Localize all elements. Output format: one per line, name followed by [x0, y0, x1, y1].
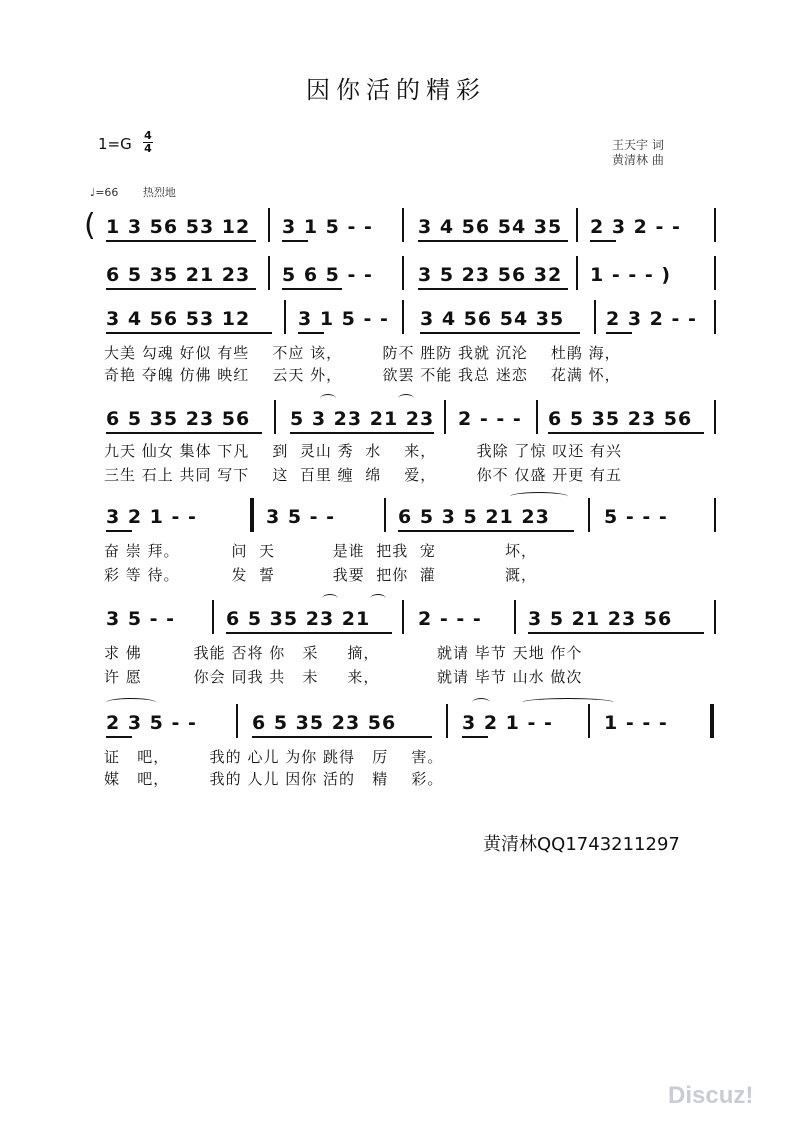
score-row-chorus-1	[84, 498, 724, 540]
lyric-line: 求 佛 我能 否将 你 采 摘， 就请 毕节 天地 作个	[104, 644, 583, 662]
beam	[590, 240, 616, 242]
measure: 3 4 56 54 35	[420, 308, 565, 330]
lyric-line: 三生 石上 共同 写下 这 百里 缠 绵 爱， 你不 仅盛 开更 有五	[104, 466, 622, 484]
barline	[402, 300, 404, 334]
end-repeat-barline	[710, 704, 714, 738]
beam	[106, 736, 132, 738]
lyric-line: 大美 勾魂 好似 有些 不应 该， 防不 胜防 我就 沉沦 杜鹃 海，	[104, 344, 621, 362]
beam	[106, 288, 256, 290]
measure: 3 5 - -	[266, 506, 336, 528]
barline	[268, 208, 270, 242]
barline	[384, 498, 386, 532]
tie-mark	[398, 394, 414, 403]
measure: 6 5 35 23 21	[226, 608, 371, 630]
score-row-chorus-2	[84, 600, 724, 642]
measure: 2 3 2 - -	[606, 308, 697, 330]
time-signature	[140, 130, 156, 155]
score-row-verse-2	[84, 400, 724, 442]
beam	[548, 432, 704, 434]
barline	[268, 256, 270, 290]
measure: 2 - - -	[418, 608, 482, 630]
measure: 6 5 35 23 56	[548, 408, 693, 430]
measure: 5 6 5 - -	[282, 264, 373, 286]
measure: 3 1 5 - -	[298, 308, 389, 330]
measure: 2 3 2 - -	[590, 216, 681, 238]
barline	[714, 498, 716, 532]
song-title: 因你活的精彩	[306, 76, 486, 104]
beam	[252, 736, 432, 738]
measure: 3 5 23 56 32	[418, 264, 563, 286]
measure: 3 1 5 - -	[282, 216, 373, 238]
beam	[282, 288, 342, 290]
measure: 1 - - -	[604, 712, 668, 734]
barline	[714, 256, 716, 290]
measure: 6 5 35 23 56	[106, 408, 251, 430]
score-row-intro-2	[84, 256, 724, 298]
measure: 3 4 56 54 35	[418, 216, 563, 238]
barline	[576, 256, 578, 290]
tie-mark	[510, 492, 568, 501]
barline	[714, 600, 716, 634]
discuz-watermark: Discuz!	[668, 1082, 754, 1109]
measure: 3 2 1 - -	[462, 712, 553, 734]
beam	[106, 530, 132, 532]
lyricist-credit: 王天宇 词	[612, 138, 664, 152]
tie-mark	[106, 698, 156, 707]
barline	[402, 208, 404, 242]
barline	[284, 300, 286, 334]
measure: 5 - - -	[604, 506, 668, 528]
beam	[462, 736, 488, 738]
tempo-line	[90, 184, 176, 200]
beam	[418, 288, 568, 290]
repeat-barline	[250, 498, 254, 532]
beam	[298, 332, 324, 334]
beam	[420, 332, 580, 334]
lyric-line: 彩 等 待。 发 誓 我要 把你 灌 溉，	[104, 566, 537, 584]
beam	[290, 432, 434, 434]
barline	[594, 300, 596, 334]
measure: 3 2 1 - -	[106, 506, 197, 528]
arranger-signature: 黄清林QQ1743211297	[483, 834, 680, 855]
beam	[106, 432, 262, 434]
barline	[212, 600, 214, 634]
credits	[612, 138, 664, 168]
beam	[226, 632, 392, 634]
barline	[402, 256, 404, 290]
measure: 1 - - - )	[590, 264, 672, 286]
beam	[106, 332, 272, 334]
lyric-line: 媒 吧， 我的 人儿 因你 活的 精 彩。	[104, 770, 444, 788]
barline	[444, 400, 446, 434]
barline	[714, 208, 716, 242]
barline	[274, 400, 276, 434]
barline	[714, 300, 716, 334]
score-row-ending	[84, 704, 724, 746]
time-bottom: 4	[144, 142, 152, 155]
measure: 2 3 5 - -	[106, 712, 197, 734]
lyric-line: 许 愿 你会 同我 共 未 来， 就请 毕节 山水 做次	[104, 668, 583, 686]
tie-mark	[320, 394, 336, 403]
lyric-line: 奇艳 夺魄 仿佛 映红 云天 外， 欲罢 不能 我总 迷恋 花满 怀，	[104, 366, 621, 384]
barline	[514, 600, 516, 634]
tie-mark	[322, 594, 338, 603]
tie-mark	[370, 594, 386, 603]
beam	[528, 632, 704, 634]
measure: 3 4 56 53 12	[106, 308, 251, 330]
barline	[446, 704, 448, 738]
barline	[402, 600, 404, 634]
tie-mark	[472, 698, 490, 707]
barline	[236, 704, 238, 738]
lyric-line: 奋 崇 拜。 问 天 是谁 把我 宠 坏，	[104, 542, 537, 560]
tempo-mark: ♩=66	[90, 186, 119, 199]
lyric-line: 九天 仙女 集体 下凡 到 灵山 秀 水 来， 我除 了惊 叹还 有兴	[104, 442, 622, 460]
score-row-intro-1	[84, 208, 724, 250]
barline	[714, 400, 716, 434]
score-row-verse-1	[84, 300, 724, 342]
beam	[106, 240, 256, 242]
measure: 2 - - -	[458, 408, 522, 430]
measure: 3 5 - -	[106, 608, 176, 630]
beam	[282, 240, 308, 242]
key-signature: 1=G	[98, 135, 132, 153]
lyric-line: 证 吧， 我的 心儿 为你 跳得 厉 害。	[104, 748, 444, 766]
measure: 5 3 23 21 23	[290, 408, 435, 430]
measure: 6 5 3 5 21 23	[398, 506, 550, 528]
barline	[536, 400, 538, 434]
expression-mark: 热烈地	[142, 186, 176, 199]
beam	[398, 530, 574, 532]
barline	[588, 704, 590, 738]
beam	[606, 332, 632, 334]
time-top: 4	[144, 129, 152, 142]
measure: 6 5 35 21 23	[106, 264, 251, 286]
measure: 1 3 56 53 12	[106, 216, 251, 238]
measure: (	[84, 208, 97, 243]
tie-mark	[522, 698, 614, 707]
measure: 3 5 21 23 56	[528, 608, 673, 630]
barline	[588, 498, 590, 532]
composer-credit: 黄清林 曲	[612, 153, 664, 167]
beam	[418, 240, 568, 242]
measure: 6 5 35 23 56	[252, 712, 397, 734]
barline	[576, 208, 578, 242]
